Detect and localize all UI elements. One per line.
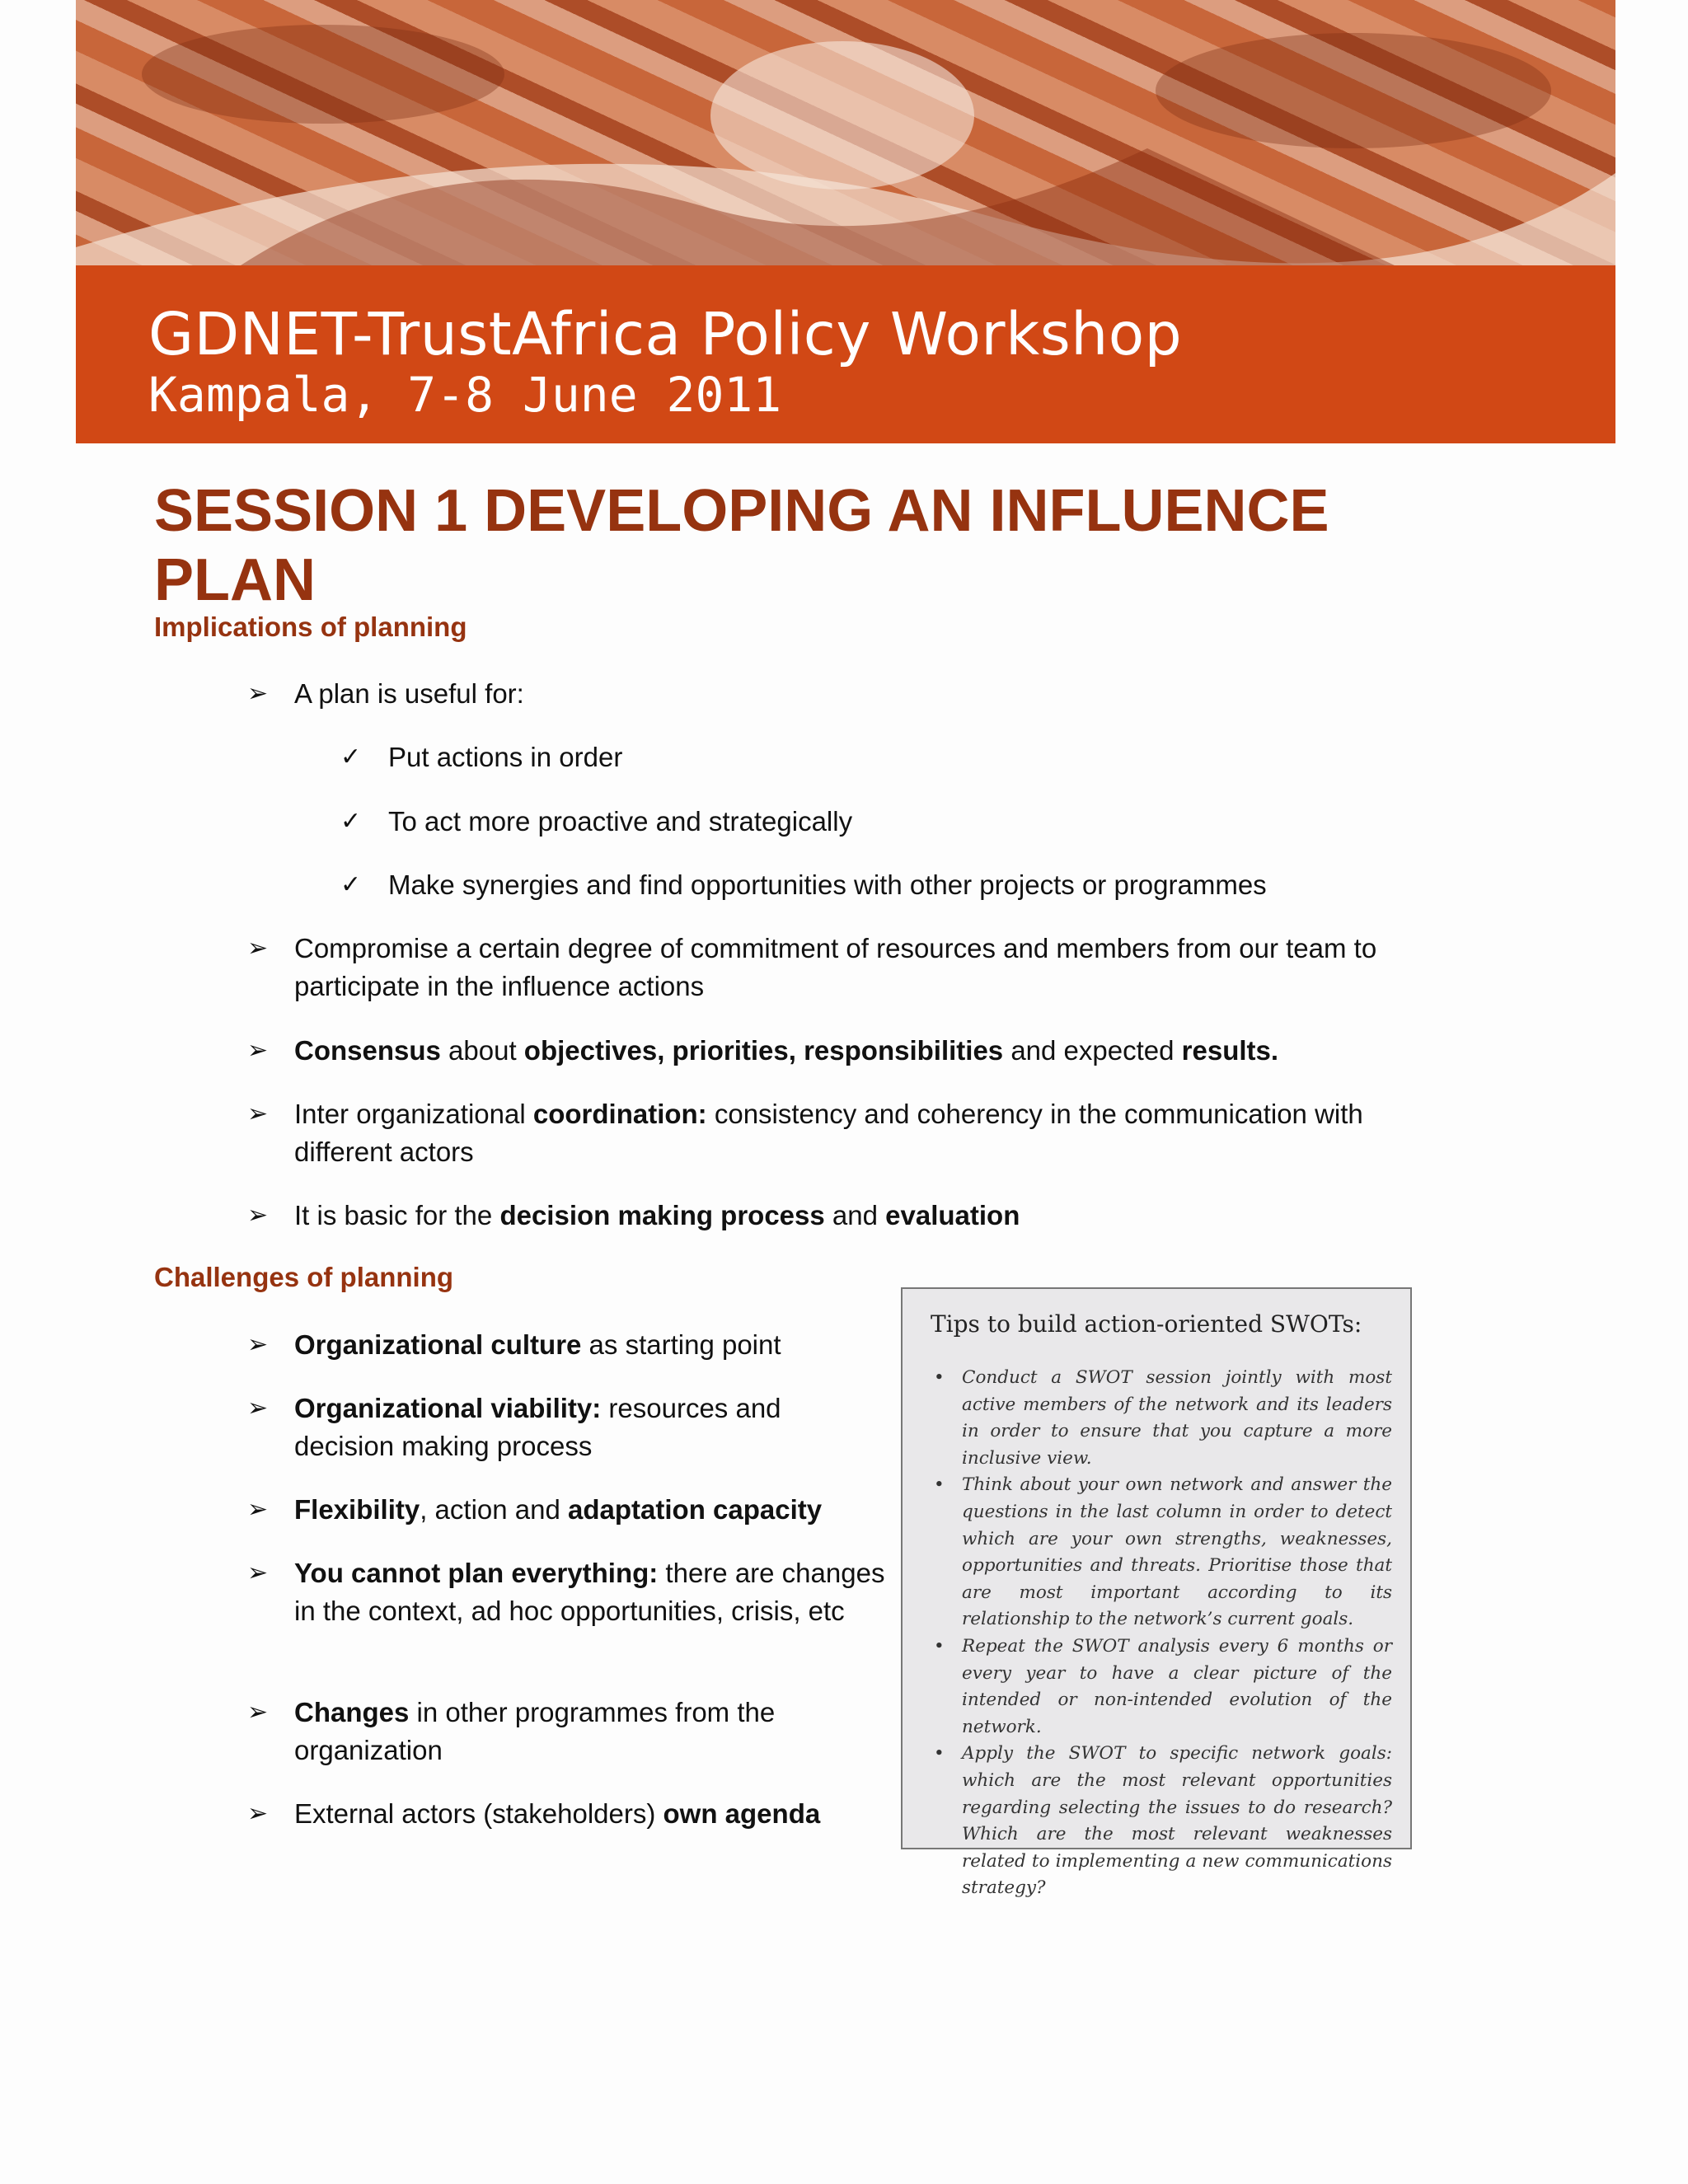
arrow-bullet-icon: ➢ <box>247 1394 269 1422</box>
workshop-title: GDNET-TrustAfrica Policy Workshop <box>148 300 1183 368</box>
header-photo <box>76 0 1615 265</box>
arrow-bullet-icon: ➢ <box>247 1559 269 1586</box>
arrow-bullet-icon: ➢ <box>247 935 269 962</box>
arrow-bullet-icon: ➢ <box>247 680 269 707</box>
tip-item: • Conduct a SWOT session jointly with most active members of the network and its leaders in order to ensure that you capture a more inclusive view. <box>931 1365 1392 1472</box>
arrow-bullet-icon: ➢ <box>247 1202 269 1229</box>
header-banner <box>76 265 1615 443</box>
bullet-icon: • <box>934 1474 945 1496</box>
arrow-bullet-icon: ➢ <box>247 1699 269 1726</box>
session-title: SESSION 1 DEVELOPING AN INFLUENCE PLAN <box>154 478 1329 613</box>
swot-tips-box <box>901 1287 1412 1899</box>
arrow-bullet-icon: ➢ <box>247 1100 269 1127</box>
bullet-icon: • <box>934 1743 945 1765</box>
check-icon: ✓ <box>340 743 362 771</box>
tips-list <box>931 1365 1392 1902</box>
arrow-bullet-icon: ➢ <box>247 1331 269 1358</box>
workshop-location-date: Kampala, 7-8 June 2011 <box>148 367 782 423</box>
bullet-icon: • <box>934 1635 945 1657</box>
check-icon: ✓ <box>340 808 362 835</box>
arrow-bullet-icon: ➢ <box>247 1037 269 1064</box>
tip-item: • Apply the SWOT to specific network goals: which are the most relevant opportunities regarding selecting the issues to do research? Which are the most relevant weaknesses related to implementing a new communications strategy? <box>931 1741 1392 1902</box>
arrow-bullet-icon: ➢ <box>247 1800 269 1827</box>
tips-title: Tips to build action-oriented SWOTs: <box>931 1310 1362 1338</box>
challenges-heading: Challenges of planning <box>154 1262 454 1292</box>
arrow-bullet-icon: ➢ <box>247 1496 269 1523</box>
implications-heading: Implications of planning <box>154 612 467 642</box>
check-icon: ✓ <box>340 871 362 898</box>
tip-item: • Think about your own network and answer the questions in the last column in order to detect which are your own strengths, weaknesses, opportunities and threats. Prioritise those that are most important according to its relationship to the network’s current goals. <box>931 1472 1392 1633</box>
tip-item: • Repeat the SWOT analysis every 6 months or every year to have a clear picture of the intended or non-intended evolution of the network. <box>931 1633 1392 1741</box>
bullet-icon: • <box>934 1367 945 1388</box>
